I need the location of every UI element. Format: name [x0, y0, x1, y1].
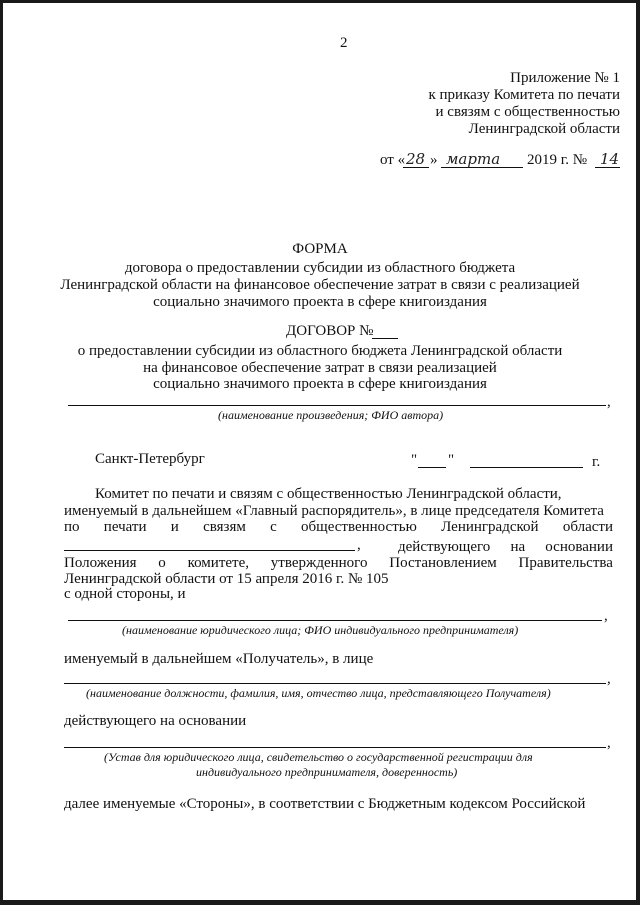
- word: области: [562, 519, 613, 535]
- contract-heading: ДОГОВОР №: [286, 323, 374, 339]
- appendix-line-3: и связям с общественностью: [435, 104, 620, 120]
- entity-name-blank: [68, 620, 602, 621]
- scan-edge-top: [0, 0, 640, 3]
- form-title-line-1: договора о предоставлении субсидии из областного бюджета: [124, 260, 516, 276]
- date-quote-close: ": [448, 452, 455, 468]
- work-name-comma: ,: [607, 394, 611, 410]
- appendix-line-1: Приложение № 1: [510, 70, 620, 86]
- word: и: [170, 519, 179, 535]
- order-number-underline: [595, 167, 620, 168]
- word: о: [158, 555, 166, 571]
- p1-line-2: именуемый в дальнейшем «Главный распорядитель», в лице председателя Комитета: [64, 503, 604, 519]
- work-name-blank: [68, 405, 606, 406]
- city: Санкт-Петербург: [95, 451, 205, 467]
- date-day-blank: [418, 467, 446, 468]
- order-date-year: 2019 г. №: [527, 152, 588, 168]
- word: на: [510, 539, 526, 555]
- word: общественностью: [301, 519, 417, 535]
- word: по: [64, 519, 80, 535]
- word: основании: [545, 539, 613, 555]
- form-title-line-2: Ленинградской области на финансовое обеспечение затрат в связи с реализацией: [60, 277, 580, 293]
- order-month-underline: [441, 167, 523, 168]
- date-month-blank: [470, 467, 583, 468]
- work-name-hint: (наименование произведения; ФИО автора): [218, 408, 444, 422]
- word: печати: [103, 519, 147, 535]
- p1-line-6: Ленинградской области от 15 апреля 2016 г. № 105: [64, 571, 389, 587]
- form-title-line-3: социально значимого проекта в сфере книгоиздания: [153, 294, 487, 310]
- basis-hint-line-2: индивидуального предпринимателя, доверенность): [196, 765, 458, 779]
- basis-blank: [64, 747, 606, 748]
- entity-hint: (наименование юридического лица; ФИО индивидуального предпринимателя): [122, 623, 519, 637]
- word: связям: [203, 519, 246, 535]
- contract-title-line-1: о предоставлении субсидии из областного бюджета Ленинградской области: [77, 343, 563, 359]
- p1-line-3: [64, 519, 613, 536]
- basis-comma: ,: [607, 735, 611, 751]
- order-date-prefix: от «: [380, 152, 406, 168]
- chairman-comma: ,: [357, 537, 361, 553]
- contract-title-line-2: на финансовое обеспечение затрат в связи реализацией: [143, 360, 497, 376]
- appendix-line-2: к приказу Комитета по печати: [428, 87, 620, 103]
- representative-hint: (наименование должности, фамилия, имя, отчество лица, представляющего Получателя): [86, 686, 551, 700]
- appendix-line-4: Ленинградской области: [468, 121, 620, 137]
- word: Правительства: [518, 555, 613, 571]
- scan-edge-right: [636, 0, 640, 905]
- order-date-day: 28: [406, 150, 426, 168]
- scan-edge-left: [0, 0, 3, 905]
- page-number: 2: [340, 35, 348, 51]
- contract-title-line-3: социально значимого проекта в сфере книгоиздания: [153, 376, 487, 392]
- contract-number-blank: [372, 338, 398, 339]
- parties-text: далее именуемые «Стороны», в соответствии с Бюджетным кодексом Российской: [64, 796, 586, 812]
- recipient-text: именуемый в дальнейшем «Получатель», в лице: [64, 651, 374, 667]
- form-heading: ФОРМА: [292, 241, 348, 257]
- word: Положения: [64, 555, 137, 571]
- word: комитете,: [187, 555, 249, 571]
- representative-blank: [64, 683, 606, 684]
- word: Постановлением: [389, 555, 497, 571]
- date-year-suffix: г.: [592, 454, 601, 470]
- entity-comma: ,: [604, 608, 608, 624]
- word: действующего: [398, 539, 491, 555]
- word: Ленинградской: [441, 519, 539, 535]
- order-day-underline: [403, 167, 429, 168]
- basis-hint-line-1: (Устав для юридического лица, свидетельство о государственной регистрации для: [104, 750, 533, 764]
- order-date-quote: »: [430, 152, 438, 168]
- p1-line-1: Комитет по печати и связям с общественностью Ленинградской области,: [95, 486, 562, 502]
- acting-text: действующего на основании: [64, 713, 247, 729]
- p1-line-7: с одной стороны, и: [64, 586, 186, 602]
- p1-line-5: [64, 555, 613, 572]
- representative-comma: ,: [607, 671, 611, 687]
- chairman-name-blank: [64, 550, 355, 551]
- scan-edge-bottom: [0, 900, 640, 905]
- word: утвержденного: [270, 555, 368, 571]
- date-quote-open: ": [411, 452, 418, 468]
- order-number: 14: [600, 150, 620, 168]
- word: с: [270, 519, 277, 535]
- p1-line-4: [398, 539, 613, 556]
- order-date-month: марта: [446, 150, 501, 168]
